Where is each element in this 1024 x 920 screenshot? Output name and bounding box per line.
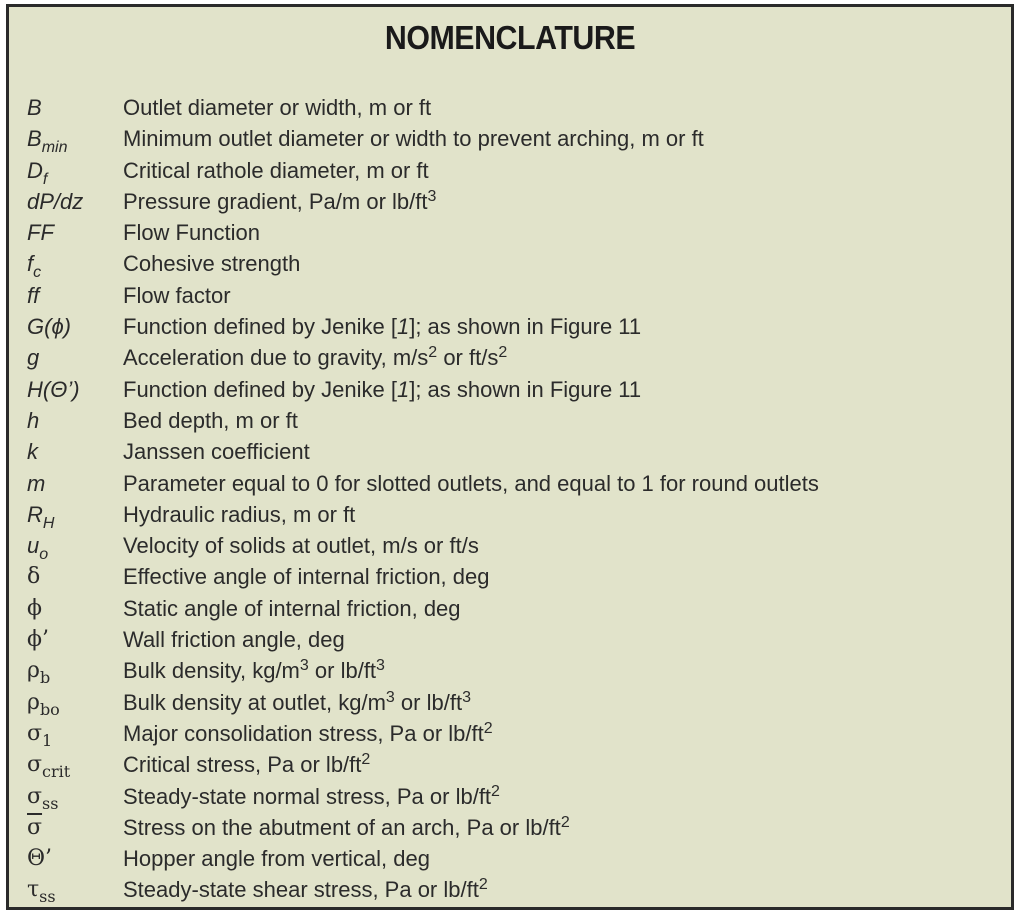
symbol	[27, 749, 123, 780]
nomenclature-list	[27, 92, 1001, 906]
definition-superscript: 2	[483, 719, 493, 737]
symbol-base: B	[27, 95, 42, 120]
symbol-base: g	[27, 345, 40, 371]
nomenclature-row	[27, 843, 1001, 874]
definition	[123, 374, 1001, 405]
definition-superscript: 3	[427, 187, 437, 205]
symbol	[27, 718, 123, 749]
symbol-subscript: o	[39, 546, 49, 564]
nomenclature-row	[27, 561, 1001, 592]
symbol-base: ff	[27, 282, 40, 308]
definition-text: Critical stress, Pa or lb/ft	[123, 752, 362, 778]
symbol-base: D	[27, 157, 43, 183]
definition-superscript: 3	[385, 688, 395, 706]
definition-text: Minimum outlet diameter or width to prevent arching, m or ft	[123, 126, 704, 152]
definition-text-end: ]; as shown in Figure 11	[409, 314, 642, 340]
definition	[123, 311, 1001, 342]
definition-text: Parameter equal to 0 for slotted outlets, and equal to 1 for round outlets	[123, 470, 819, 496]
symbol	[27, 843, 123, 874]
definition-text: Critical rathole diameter, m or ft	[123, 157, 429, 183]
symbol	[27, 436, 123, 467]
nomenclature-row	[27, 781, 1001, 812]
definition-text: Flow factor	[123, 282, 231, 308]
nomenclature-row	[27, 155, 1001, 186]
citation-number: 1	[396, 376, 410, 402]
nomenclature-row	[27, 593, 1001, 624]
symbol	[27, 468, 123, 499]
nomenclature-row	[27, 436, 1001, 467]
symbol-base: R	[27, 501, 43, 527]
definition-text: Velocity of solids at outlet, m/s or ft/s	[123, 533, 479, 559]
symbol	[27, 812, 123, 843]
definition	[123, 92, 1001, 123]
nomenclature-row	[27, 374, 1001, 405]
nomenclature-row	[27, 248, 1001, 282]
definition-text: Outlet diameter or width, m or ft	[123, 95, 432, 120]
symbol-base: dP/dz	[27, 188, 84, 214]
symbol-subscript: f	[42, 170, 48, 188]
definition	[123, 123, 1001, 154]
symbol-base: Θ’	[27, 846, 53, 872]
symbol-base: k	[27, 439, 38, 465]
symbol-base: σ	[27, 752, 43, 778]
symbol-base: H(Θ’)	[27, 376, 80, 402]
symbol	[27, 874, 123, 905]
symbol-subscript: ss	[42, 793, 59, 813]
nomenclature-row	[27, 687, 1001, 718]
definition	[123, 655, 1001, 686]
symbol-subscript: H	[42, 514, 55, 532]
definition-superscript: 3	[462, 688, 471, 706]
symbol-subscript: ss	[39, 887, 56, 907]
symbol	[27, 186, 123, 217]
definition-text: Janssen coefficient	[123, 439, 310, 465]
definition-text: Bulk density, kg/m	[123, 658, 300, 684]
nomenclature-row	[27, 311, 1001, 342]
nomenclature-row	[27, 405, 1001, 436]
definition-text: Stress on the abutment of an arch, Pa or lb/ft	[123, 814, 561, 840]
definition-text: Effective angle of internal friction, deg	[123, 564, 490, 590]
definition-text: Cohesive strength	[123, 251, 301, 277]
symbol	[27, 248, 123, 282]
symbol-base: m	[27, 470, 46, 496]
definition-text: Static angle of internal friction, deg	[123, 595, 461, 621]
definition	[123, 561, 1001, 592]
definition-text-mid: or ft/s	[437, 345, 499, 371]
symbol	[27, 280, 123, 311]
definition	[123, 843, 1001, 874]
definition-text: Function defined by Jenike [	[123, 376, 397, 402]
symbol-subscript: c	[33, 264, 42, 282]
citation-number: 1	[396, 314, 410, 340]
nomenclature-row	[27, 123, 1001, 157]
symbol	[27, 374, 123, 405]
definition	[123, 593, 1001, 624]
nomenclature-row	[27, 92, 1001, 123]
definition-text: Pressure gradient, Pa/m or lb/ft	[123, 188, 428, 214]
nomenclature-row	[27, 186, 1001, 217]
nomenclature-row	[27, 812, 1001, 843]
definition	[123, 499, 1001, 530]
definition	[123, 687, 1001, 718]
definition-superscript: 2	[361, 751, 371, 769]
symbol	[27, 499, 123, 530]
symbol-base: ρ	[27, 658, 40, 684]
symbol	[27, 655, 123, 686]
symbol	[27, 781, 123, 812]
symbol-base: f	[27, 251, 34, 277]
definition	[123, 436, 1001, 467]
definition	[123, 812, 1001, 843]
definition	[123, 781, 1001, 812]
symbol-base: σ	[27, 783, 43, 809]
nomenclature-row	[27, 499, 1001, 530]
definition-superscript: 3	[299, 657, 309, 675]
definition-text: Wall friction angle, deg	[123, 627, 345, 653]
definition-text: Hydraulic radius, m or ft	[123, 501, 356, 527]
symbol	[27, 311, 123, 342]
symbol-subscript: crit	[42, 762, 71, 782]
definition-superscript: 2	[498, 344, 508, 362]
nomenclature-row	[27, 280, 1001, 311]
definition	[123, 405, 1001, 436]
definition-text: Steady-state shear stress, Pa or lb/ft	[123, 877, 479, 903]
symbol	[27, 155, 123, 186]
definition-text-mid: or lb/ft	[308, 658, 377, 684]
definition	[123, 530, 1001, 561]
symbol-base: h	[27, 407, 40, 433]
nomenclature-row	[27, 749, 1001, 780]
nomenclature-row	[27, 624, 1001, 655]
symbol-base: ρ	[27, 689, 40, 715]
symbol-base: σ	[27, 720, 43, 746]
symbol-subscript: b	[39, 668, 51, 688]
definition-superscript: 3	[376, 657, 385, 675]
nomenclature-row	[27, 874, 1001, 905]
symbol	[27, 530, 123, 564]
symbol-base: δ	[27, 564, 41, 590]
nomenclature-row	[27, 655, 1001, 686]
symbol-base: ϕ	[27, 595, 42, 621]
symbol	[27, 687, 123, 718]
definition	[123, 718, 1001, 749]
symbol-base: FF	[27, 220, 54, 246]
page-title: NOMENCLATURE	[384, 19, 636, 56]
symbol-subscript: bo	[39, 699, 60, 719]
definition-text: Bed depth, m or ft	[123, 407, 298, 433]
definition-text: Acceleration due to gravity, m/s	[123, 345, 429, 371]
symbol	[27, 123, 123, 157]
nomenclature-row	[27, 342, 1001, 373]
nomenclature-row	[27, 718, 1001, 749]
symbol	[27, 405, 123, 436]
definition	[123, 280, 1001, 311]
symbol	[27, 624, 123, 655]
definition-text: Steady-state normal stress, Pa or lb/ft	[123, 783, 492, 809]
definition-superscript: 2	[560, 813, 570, 831]
nomenclature-row	[27, 468, 1001, 499]
symbol	[27, 217, 123, 248]
definition-text: Bulk density at outlet, kg/m	[123, 689, 386, 715]
symbol-base: u	[27, 533, 40, 559]
symbol-subscript: 1	[42, 730, 53, 750]
symbol-base: $\overline{\sigma}$	[27, 814, 43, 840]
definition	[123, 468, 1001, 499]
symbol-subscript: min	[41, 139, 68, 157]
definition-text: Major consolidation stress, Pa or lb/ft	[123, 720, 484, 746]
nomenclature-box	[6, 4, 1014, 910]
definition-superscript: 2	[478, 876, 488, 894]
definition	[123, 217, 1001, 248]
definition	[123, 342, 1001, 373]
symbol	[27, 561, 123, 592]
definition	[123, 874, 1001, 905]
definition	[123, 186, 1001, 217]
definition-text: Function defined by Jenike [	[123, 314, 397, 340]
symbol	[27, 92, 123, 123]
definition-text: Hopper angle from vertical, deg	[123, 846, 430, 872]
symbol-base: G(ϕ)	[27, 314, 71, 340]
symbol-base: τ	[27, 877, 40, 903]
symbol-base: ϕ’	[27, 627, 49, 653]
nomenclature-row	[27, 530, 1001, 564]
definition	[123, 749, 1001, 780]
nomenclature-row	[27, 217, 1001, 248]
definition	[123, 155, 1001, 186]
symbol-base: B	[27, 126, 42, 152]
definition	[123, 624, 1001, 655]
definition-text: Flow Function	[123, 220, 260, 246]
definition-superscript: 2	[491, 782, 500, 800]
definition	[123, 248, 1001, 279]
symbol	[27, 593, 123, 624]
symbol	[27, 342, 123, 373]
definition-text-mid: or lb/ft	[394, 689, 463, 715]
definition-superscript: 2	[428, 344, 438, 362]
definition-text-end: ]; as shown in Figure 11	[409, 376, 642, 402]
